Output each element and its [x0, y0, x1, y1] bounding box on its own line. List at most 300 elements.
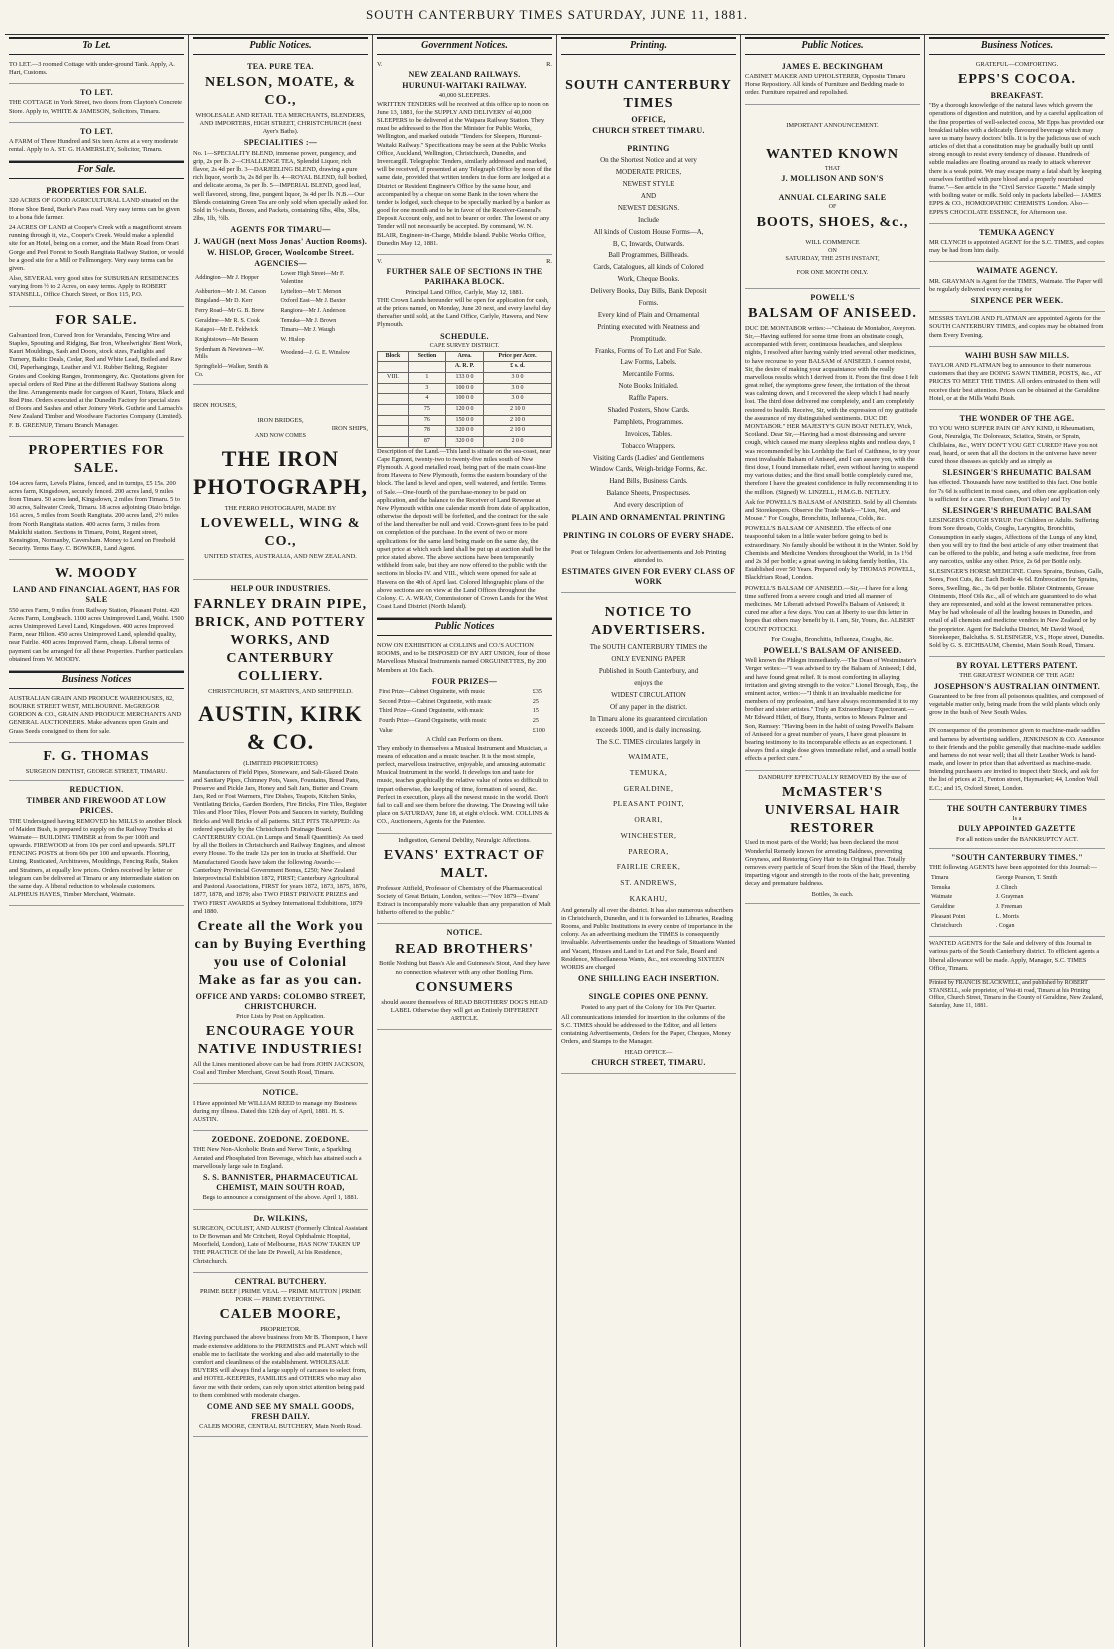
ad-title: NOTICE. — [446, 928, 483, 938]
ad-text: POWELL'S BALSAM OF ANISEED. The effects of one teaspoonful taken in a little water before going to bed is extraordinary. No family should be without it in the Winter. Sold by Chemists and Medicine Vendors throughout the World, in 1s 1½d and 2s 3d per bottle; a great saving in taking family bottles, 11s. Established over 50 Years. Prepared only by THOMAS POWELL, Blackfriars Road, London. — [745, 525, 919, 582]
agency-cell: Bingsland—Mr D. Kerr — [195, 298, 253, 305]
ad-text: DUC DE MONTABOR writes:—"Chateau de Montabor, Aveyron. Sir,—Having suffered for some time from an obstinate cough, accompanied with fever, continuous headaches, and sleepless nights, I resolved after having vainly tried several other medicines, to have recourse to your BALSAM of ANISEED. I cannot resist, Sir, the desire of making your acquaintance with the really marvellous results which I derived from it. From the first dose I felt great relief, the symptoms grew fewer, the irritation of the throat was calming down, and I recovered the sleep which I had nearly lost. The third dose delivered me completely, and I am completely restored to health. Receive, Sir, with the expression of my gratitude the assurance of my distinguished sentiments. DUC DE MONTABOR." HER MAJESTY'S GUN BOAT NETLEY, Wick, Scotland. Dear Sir,—Having had a most distressing and severe cough, which caused me many sleepless nights and restless days, I was recommended by his Lordship the Earl of Caithness, to try your most invaluable Balsam of Aniseed, and I can assure you, with the first dose, I found immediate relief, even without having to suspend my various duties; and the first small bottle completely cured me, therefore I have the greatest confidence in fully recommending it to the million. (Signed) W. LINZELL, H.M.G.B. NETLEY. — [745, 324, 920, 496]
printing-line: Pamphlets, Programmes. — [613, 417, 684, 426]
ad-text: SURGEON, OCULIST, AND AURIST (Formerly Clinical Assistant to Dr Bowman and Mr Critchett, Royal Ophthalmic Hospital, Moorfield, London), Late of Melbourne, HAS NOW TAKEN UP THE PRACTICE Of the late Dr Powell, At his Residence, Christchurch. — [193, 1224, 368, 1265]
ad-text: should assure themselves of READ BROTHERS' DOG'S HEAD LABEL Otherwise they will get an Entirely DIFFERENT ARTICLE. — [381, 998, 548, 1023]
ad-mcmaster — [745, 771, 920, 904]
printing-line: Note Books Initialed. — [618, 382, 679, 391]
ad-text: GRATEFUL—COMFORTING. — [975, 60, 1059, 68]
printing-line: Work, Cheque Books. — [617, 275, 680, 284]
table-cell: 100 0 0 — [446, 394, 484, 405]
column-2 — [189, 35, 373, 1647]
ad-text: COME AND SEE MY SMALL GOODS, FRESH DAILY. — [206, 1401, 355, 1422]
agency-cell: Oxford East—Mr J. Baxter — [280, 298, 346, 305]
printing-line: And every description of — [613, 501, 684, 510]
town-name: FAIRLIE CREEK, — [616, 862, 681, 872]
column-6 — [925, 35, 1109, 1647]
ad-headline: LOVEWELL, WING & CO., — [200, 516, 361, 549]
ad-title: POWELL'S BALSAM OF ANISEED. — [763, 645, 902, 655]
ad-text: IN consequence of the prominence given to machine-made saddles and harness by advertising saddlers, JENKINSON & CO. Announce to their friends and the public generally that machine-made saddles and harness do not wear well; that all their Leather Work is hand-made, and lower in price than that advertised as machine-made. Intending purchasers are invited to inspect their Stock, and ask for the list of prices at 21, Fenton street, Haymarket; 44, London Wall E.C.; and 15, Oxford Street, London. — [929, 727, 1105, 792]
ad-title: ZOEDONE. ZOEDONE. ZOEDONE. — [211, 1135, 350, 1145]
prize-row — [377, 688, 552, 698]
schedule-table — [377, 351, 552, 448]
agency-cell: Geraldine—Mr R. S. Cook — [195, 317, 260, 324]
crown-marks — [377, 61, 552, 69]
town-name: WINCHESTER, — [620, 830, 677, 840]
ad-text: Guaranteed to be free from all poisonous qualities, and composed of vegetable matter only, being made from the wild plants which only grow in the bush of New South Wales. — [929, 692, 1104, 717]
prizes-table — [377, 688, 552, 736]
ad-text: 24 ACRES OF LAND at Cooper's Creek with a magnificent stream running through it, viz., Cooper's Creek. Would make a splendid site for an Hotel, being on a corner, and the Main Road from Orari Gorge and Peel Forest to South Rangitata Railway Station, or would be a good site for a Mill or Fellmongery. Very easy terms can be given. — [9, 223, 184, 272]
printing-line: AND — [640, 191, 657, 200]
crown-marks — [377, 258, 552, 266]
ad-text: has effected. Thousands have now testified to this fact. One bottle for 7s 6d is sufficient in most cases, and often one application only is sufficient for a cure. Therefore, Don't Delay! and Try — [929, 479, 1100, 503]
table-row — [378, 372, 552, 383]
agency-cell: Ashburton—Mr J. M. Carson — [195, 288, 266, 295]
agency-cell: Rangiora—Mr J. Anderson — [280, 307, 346, 314]
printing-line: Promptitude. — [630, 334, 667, 343]
ad-subtitle: TIMBER AND FIREWOOD AT LOW PRICES. — [26, 796, 167, 816]
agency-row — [193, 307, 368, 317]
ad-headline: SLESINGER'S RHEUMATIC BALSAM — [942, 468, 1092, 478]
ad-text: S. S. BANNISTER, PHARMACEUTICAL CHEMIST, MAIN SOUTH ROAD, — [202, 1172, 359, 1193]
town-name: WAIMATE, — [628, 752, 669, 762]
printing-line: Forms. — [638, 299, 659, 307]
ad-text: DANDRUFF EFFECTUALLY REMOVED By the use of — [758, 773, 907, 781]
ad-text: 104 acres farm, Levels Plains, fenced, and in turnips, £5 15s. 200 acres farm, Kingsdown, securely fenced. 200 acres land, 9 miles from Timaru. 50 acres land, Kingsdown, 2 miles from Timaru. 5 to 30 acres, Saltwater Creek, Timaru. 18 acres adjoining Otaio bridge. 161 acres, 5 miles from South Rangitata. 200 acres land, 2½ miles from North Rangitata station. 400 acres farm, 3 miles from Makikihi station. Sections in Timaru, Point, Regent street, Kensington, Normanby, Caversham. Money to Lend on Freehold Security. Terms Easy. C. BOWKER, Land Agent. — [9, 479, 182, 553]
ad-subtitle: CHURCH STREET TIMARU. — [592, 125, 705, 135]
town-name: GERALDINE, — [623, 783, 674, 793]
ad-title: PROPERTIES FOR SALE. — [28, 442, 165, 476]
printing-line: B, C, Inwards, Outwards. — [612, 239, 685, 248]
ad-text: MR. GRAYMAN is Agent for the TIMES, Waimate. The Paper will be regularly delivered every evening for — [929, 277, 1103, 293]
ad-text: WRITTEN TENDERS will be received at this office up to noon on June 13, 1881, for the SUPPLY AND DELIVERY of 40,000 SLEEPERS to be delivered at the Waipara Railway Station. They must be addressed to the Hon the Minister for Public Works, Wellington, and marked outside "Tenders for Sleepers, Hurunui-Waitaki Railway." Specifications may be seen at the Public Works Office, Auckland, Wellington, Christchurch, Dunedin, and Invercargill. Telegraphic Tenders, similarly addressed and marked, will be received, if presented at any Telegraph Office by noon of the same date, provided that written tenders in due form are lodged at a District or Resident Engineer's Office by the same hour, and accompanied by a cheque on some Bank in the town where the tender is lodged, such cheque to be specially marked by a banker as good for one month and to be in favor of the Receiver-General's Deposit Account only, and not to bearer or order. The lowest or any Tender will not necessarily be accepted. By command, W. N. BLAIR, Engineer-in-Charge, Middle Island. Public Works Office, Dunedin May 12, 1881. — [377, 100, 552, 247]
table-row — [378, 426, 552, 437]
table-cell — [378, 394, 409, 405]
ad-title: JAMES E. BECKINGHAM — [781, 61, 884, 71]
ad-headline: SOUTH CANTERBURY TIMES — [565, 77, 732, 111]
ad-title: HELP OUR INDUSTRIES. — [230, 584, 331, 594]
agent-cell: Waimate — [931, 894, 953, 901]
ad-subtitle: BREAKFAST. — [990, 90, 1044, 100]
ad-text: "By a thorough knowledge of the natural laws which govern the operations of digestion and nutrition, and by a careful application of the fine properties of well-selected cocoa, Mr Epps has provided our breakfast tables with a delicately flavoured beverage which may save us many heavy doctors' bills. It is by the judicious use of such articles of diet that a constitution may be gradually built up until strong enough to resist every tendency of disease. Hundreds of subtle maladies are floating around us ready to attack wherever there is a weak point. We may escape many a fatal shaft by keeping ourselves fortified with pure blood and a properly nourished frame."—See article in the "Civil Service Gazette." Made simply with boiling water or milk. Sold only in packets labelled— JAMES EPPS & CO., HOMŒOPATHIC CHEMISTS London. Also—EPPS'S CHOCOLATE ESSENCE, for Afternoon use. — [929, 102, 1105, 216]
printing-line: NEWEST STYLE — [622, 180, 675, 189]
agent-cell: Timaru — [931, 875, 949, 882]
ad-section-title: SINGLE COPIES ONE PENNY. — [588, 992, 709, 1002]
table-units: £ s. d. — [484, 362, 552, 373]
ad-headline: WANTED KNOWN — [766, 146, 899, 162]
ad-text: 320 ACRES OF GOOD AGRICULTURAL LAND situated on the Horse Shoe Bend, Burke's Pass road. Very easy terms can be given to a bona fide farmer. — [9, 197, 180, 221]
ad-text: IMPORTANT ANNOUNCEMENT. — [786, 121, 879, 129]
ad-headline: Create all the Work you can by Buying Everthing you use of Colonial Make as far as you can. — [194, 918, 367, 988]
printing-line: Invoices, Tables. — [624, 429, 672, 438]
advertiser-line: The SOUTH CANTERBURY TIMES the — [589, 643, 708, 652]
printing-line: Raffle Papers. — [628, 394, 669, 403]
printing-line: Tobacco Wrappers. — [621, 441, 676, 450]
ad-subtitle: WHOLESALE AND RETAIL TEA MERCHANTS, BLENDERS, AND IMPORTERS, HIGH STREET, CHRISTCHURCH (next Ayer's Baths). — [195, 111, 366, 136]
section-header-government-notices: Government Notices. — [377, 37, 552, 55]
ad-subtitle: (LIMITED PROPRIETORS) — [243, 760, 318, 768]
ad-text: 550 acres Farm, 9 miles from Railway Station, Pleasant Point. 420 Acres Farm, Longbeach. 1100 acres Unimproved Land, Waihi. 1500 acres Unimproved Level Land, Kingsdown. 400 acres Improved Farm, near Hilton. 450 acres Unimproved Land, splendid quality, near Fairlie. 400 acres Improved Farm, cheap. Liberal terms of payment can be arranged for all these Properties. Further particulars obtained from W. MOODY. — [9, 606, 184, 663]
ad-text: OF — [828, 203, 837, 210]
printing-line: Include — [638, 215, 659, 224]
ad-text: A FARM of Three Hundred and Six teen Acres at a very moderate rental. Apply to A. ST. G. HAMERSLEY, Solicitor, Timaru. — [9, 138, 179, 154]
towns-list — [561, 749, 736, 907]
agency-cell: Sydenham & Newtown—W. Mills — [195, 346, 264, 361]
table-cell — [378, 383, 409, 394]
table-cell: 87 — [408, 436, 445, 447]
ad-beckingham — [745, 58, 920, 105]
town-name: TEMUKA, — [629, 767, 668, 777]
agent-cell: Pleasant Point — [931, 913, 966, 920]
table-header: Section — [408, 351, 445, 362]
town-name: ST. ANDREWS, — [620, 878, 677, 888]
agencies-table — [193, 270, 368, 380]
table-cell — [378, 436, 409, 447]
ad-text: SATURDAY, THE 25TH INSTANT, — [785, 255, 880, 263]
printing-line: Printing executed with Neatness and — [597, 322, 700, 331]
ad-farnley-works — [193, 580, 368, 1084]
agency-cell: Lower High Street—Mr F. Valentine — [280, 271, 345, 285]
ad-subtitle: HURUNUI-WAITAKI RAILWAY. — [402, 81, 527, 91]
table-header: Price per Acre. — [484, 351, 552, 362]
ad-gazette — [929, 800, 1105, 849]
ad-text: THE Crown Lands hereunder will be open for application for cash, at the prices named, on Monday, June 20 next, and every lawful day thereafter until sold, at the Land Office, Carlyle, Hawera, and New Plymouth. — [377, 296, 552, 329]
ad-josephson — [929, 657, 1105, 724]
ad-text: W. HISLOP, Grocer, Woolcombe Street. — [206, 247, 355, 257]
table-cell: 3 — [408, 383, 445, 394]
prize-row — [377, 698, 552, 708]
agent-cell: J. Grayman — [995, 894, 1024, 901]
ad-subtitle: SURGEON DENTIST, GEORGE STREET, TIMARU. — [25, 767, 168, 775]
ad-subtitle: PROPRIETOR. — [260, 1326, 301, 1334]
agency-cell: Knightstown—Mr Besson — [195, 336, 259, 343]
column-5 — [741, 35, 925, 1647]
ad-nelson-moate-tea — [193, 58, 368, 386]
ad-notice-advertisers — [561, 593, 736, 1074]
ad-slesinger — [929, 410, 1105, 657]
section-header-public-notices: Public Notices. — [193, 37, 368, 55]
ad-subtitle: LAND AND FINANCIAL AGENT, HAS FOR SALE — [12, 585, 181, 605]
ad-text: WANTED AGENTS for the Sale and delivery of this Journal in various parts of the South Canterbury district. To efficient agents a liberal allowance will be made. Apply, Manager, S.C. TIMES Office, Timaru. — [929, 940, 1100, 972]
crown-mark-v: V. — [377, 60, 383, 68]
ad-text: TO LET.—3 roomed Cottage with under-ground Tank. Apply, A. Hart, Customs. — [9, 60, 175, 76]
printing-line: Franks, Forms of To Let and For Sale. — [595, 346, 702, 355]
imprint: Printed by FRANCIS BLACKWELL, and published by ROBERT STANSELL, sole proprietor, of Wai-iti road, Timaru at his Printing Office, Church Street, Timaru in the County of Geraldine, New Zealand, Saturday, June 11, 1881. — [929, 979, 1104, 1009]
prize-cell: 15 — [532, 708, 539, 715]
ad-text: Manufacturers of Field Pipes, Stoneware, and Salt-Glazed Drain and Sanitary Pipes, Chimney Pots, Vases, Fountains, Bread Pans, Preserve and Pickle Jars, Honey and Salt Jars, Butter and Cream Jars, Red or Fost Warmers, Fire Dishes, Teapots, Kitchen Sinks, Ventilating Bricks, Garden Borders, Fire Bricks, Fire Tiles, Register Tiles and Floor Tiles, Flower Pots and Saucers in variety, Building Bricks and Well Bricks of all patterns. SILT PITS TRAPPED: As ordered specially by the Christchurch Drainage Board. CANTERBURY COAL (in Lumps and Small Quantities): As used by all the Boilers in Christchurch and Railway Engines, and almost every House. To the trade 12s per ton in trucks at Sheffield. Our Manufactured Goods have taken the following Awards:—Canterbury Provincial Government Bonus, £250; New Zealand Interprovincial Exhibition 1872, FIRST; Canterbury Agricultural and Pastoral Associations, FIRST for years 1872, 1873, 1875, 1876, 1877, 1878, and 1879; also TWO FIRST PRIVATE PRIZES and TWO FIRST AWARDS at Sydney International Exhibitions, 1879 and 1880. — [193, 768, 367, 915]
ad-text: They embody in themselves a Musical Instrument and Musician, a means of education and a music teacher. It is the most simple, perfect, marvellous instructive, enjoyable, and amusing automatic Musical Instrument in the world. It develops ton and taste for music, teaches graphically the relative value of notes so difficult to impart otherwise, the keeping of time, formation of sound, &c. Perfect in execution, plays all the newest music in the world. Don't fail to call and see them before the drawing. The Drawing will take place on SATURDAY, June 18, at eight o'clock. WM. COLLINS & CO., Auctioneers, Agents for the Patentee. — [377, 744, 550, 826]
ad-waihi-saw-mills — [929, 347, 1105, 410]
ad-title: NOTICE. — [262, 1088, 299, 1098]
agent-row — [929, 893, 1105, 903]
ad-text: SLESINGER'S HORSE MEDICINE. Cures Sprains, Bruises, Galls, Sores, Foot Cuts, &c. Each Bottle 4s 6d. Embrocation for Sprains, Sores, Swelling, &c., 3s 6d per bottle. Blister Ointments, Grease Ointments, Hoof Oils &c., all of which are guaranteed to do what they are represented, and sold at the lowest remunerative prices. May be had wholesale of all the leading houses in Dunedin, and retail of all chemists and medicine vendors in New Zealand or by the proprietor. Agent for Balclutha District, Mr David Wood, Storekeeper, Balclutha. S. SLESINGER, V.S., Hope street, Dunedin. Sold by G. S. EICHBAUM, Chemist, Main South Road, Timaru. — [929, 568, 1105, 649]
ad-text: NOW ON EXHIBITION at COLLINS and CO.'S AUCTION ROOMS, and to be DISPOSED OF BY ART UNION, four of those Marvellous Musical Instruments named ORGUINETTES, By 200 Members at 10s Each. — [377, 642, 551, 674]
prize-cell: Fourth Prize—Grand Orguinette, with music — [379, 718, 487, 725]
ad-headline: READ BROTHERS' — [395, 941, 534, 957]
ad-subtitle: OFFICE, — [631, 114, 666, 124]
agency-cell: Springfield—Walker, Smith & Co. — [195, 363, 269, 378]
ad-text: Principal Land Office, Carlyle, May 12, 1881. — [405, 288, 524, 296]
ad-text: Posted to any part of the Colony for 10s Per Quarter. — [581, 1003, 716, 1011]
table-row — [378, 436, 552, 447]
ad-temuka-agency — [929, 224, 1105, 263]
ad-headline: EPPS'S COCOA. — [957, 71, 1076, 87]
section-header-printing: Printing. — [561, 37, 736, 55]
columns — [5, 34, 1109, 1647]
agent-row — [929, 913, 1105, 923]
ad-section-title: AGENCIES— — [254, 259, 307, 269]
town-name: PAREORA, — [628, 846, 669, 856]
ad-text: TAYLOR AND FLATMAN beg to announce to their numerous customers that they are DOING SAWN TIMBER, POSTS, &c., AT PRICES TO MEET THE TIMES. All orders entrusted to them will receive their best attention. Prices can be obtained at the Geraldine Hotel, or at the Mills Waihi Bush. — [929, 362, 1102, 402]
agent-row — [929, 884, 1105, 894]
ad-text: THE COTTAGE in York Street, two doors from Clayton's Concrete Store. Apply to, WHITE & JAMESON, Solicitors, Timaru. — [9, 99, 182, 115]
printing-line: Delivery Books, Day Bills, Bank Deposit — [590, 287, 707, 296]
ad-text: All communications intended for insertion in the columns of the S.C. TIMES should be addressed to the Editor, and all letters containing Advertisements, Orders for the Paper, Cheques, Money Orders, and Stamps to the Manager. — [561, 1013, 731, 1046]
ad-text: Is a — [1012, 815, 1022, 823]
printing-line: On the Shortest Notice and at very — [600, 156, 697, 165]
agency-cell: Lyttelton—Mr T. Merson — [280, 288, 342, 295]
ad-wilkins — [193, 1210, 368, 1273]
advertisers-list — [561, 642, 736, 749]
ad-text: THAT — [824, 165, 841, 172]
ad-text: PRIME BEEF | PRIME VEAL — PRIME MUTTON | PRIME PORK — PRIME EVERYTHING. — [200, 1288, 361, 1304]
town-name: PLEASANT POINT, — [613, 799, 684, 809]
ad-title: TEA. PURE TEA. — [247, 61, 314, 71]
printing-line: Law Forms, Labels. — [620, 358, 677, 367]
ad-section-title: SPECIALITIES :— — [243, 138, 318, 148]
agency-row — [193, 326, 368, 336]
ad-text: For Coughs, Bronchitis, Influenza, Coughs, &c. — [771, 635, 894, 643]
ad-section-title: ONE SHILLING EACH INSERTION. — [577, 974, 720, 984]
table-cell: 1 — [408, 372, 445, 383]
ad-text: ANNUAL CLEARING SALE — [778, 192, 887, 202]
ad-text: IRON HOUSES, — [193, 402, 237, 410]
ad-headline: BALSAM OF ANISEED. — [748, 305, 917, 321]
ad-text: THE following AGENTS have been appointed for this Journal:— — [929, 863, 1097, 871]
ad-printing-office — [561, 58, 736, 594]
ad-headline: ENCOURAGE YOUR NATIVE INDUSTRIES! — [197, 1024, 364, 1058]
column-4 — [557, 35, 741, 1647]
ad-text: Post or Telegram Orders for advertisements and Job Printing attended to. — [571, 548, 726, 564]
section-header-public-notices: Public Notices — [377, 618, 552, 636]
table-cell: 4 — [408, 394, 445, 405]
ad-text: SIXPENCE PER WEEK. — [970, 295, 1064, 305]
ad-section-title: PRINTING IN COLORS OF EVERY SHADE. — [563, 531, 734, 541]
agency-row — [193, 346, 368, 363]
table-cell — [378, 426, 409, 437]
table-cell: VIII. — [378, 372, 409, 383]
ad-evans-malt — [377, 834, 552, 925]
ad-text: HEAD OFFICE— — [624, 1048, 673, 1056]
ad-text: Begs to announce a consignment of the above. April 1, 1881. — [202, 1194, 359, 1202]
ad-text: OFFICE AND YARDS: COLOMBO STREET, CHRISTCHURCH. — [195, 991, 366, 1011]
ad-headline: AUSTIN, KIRK & CO. — [198, 701, 363, 755]
table-header: Area. — [446, 351, 484, 362]
ad-section-title: PLAIN AND ORNAMENTAL PRINTING — [571, 513, 726, 523]
ad-text: J. WAUGH (next Moss Jonas' Auction Rooms). — [193, 236, 368, 246]
prize-cell: Value — [379, 727, 393, 734]
table-row — [378, 415, 552, 426]
table-row — [378, 383, 552, 394]
ad-title: WAIHI BUSH SAW MILLS. — [964, 350, 1070, 360]
ad-text: AND NOW COMES — [255, 432, 306, 439]
ad-text: I Have appointed Mr WILLIAM REED to manage my Business during my illness. Dated this 12th day of April, 1881. H. S. AUSTIN. — [193, 1099, 357, 1123]
ad-central-butchery — [193, 1273, 368, 1437]
ad-title: Dr. WILKINS, — [253, 1213, 308, 1223]
advertiser-line: enjoys the — [634, 678, 663, 687]
ad-taylor-agents — [929, 312, 1105, 347]
ad-title: THE SOUTH CANTERBURY TIMES — [946, 803, 1088, 813]
ad-text: LESINGER'S COUGH SYRUP. For Children or Adults. Suffering from Sore throats, Colds, Coughs, Laryngitis, Bronchitis, Consumption in early stages, Affections of the Lungs of any kind, then you will try to find the best article of any other treatment that can be offered to the public, and being a safe medicine, free from any narcotics, unlike any other. Price, 2s 6d per Bottle only. — [929, 517, 1099, 566]
masthead: SOUTH CANTERBURY TIMES SATURDAY, JUNE 11, 1881. — [365, 7, 749, 22]
printing-line: Ball Programmes, Billheads. — [608, 251, 689, 260]
ad-title: FURTHER SALE OF SECTIONS IN THE PARIHAKA BLOCK. — [386, 267, 543, 287]
ad-waimate-agency — [929, 262, 1105, 312]
section-header-business-notices: Business Notices. — [929, 37, 1105, 55]
ad-text: FOR ONE MONTH ONLY. — [796, 269, 869, 277]
advertiser-line: In Timaru alone its guaranteed circulation — [589, 714, 708, 723]
advertiser-line: ONLY EVENING PAPER — [611, 655, 686, 664]
ad-text: All the Lines mentioned above can be had from JOHN JACKSON, Coal and Timber Merchant, Great South Road, Timaru. — [193, 1060, 365, 1077]
ad-headline: NOTICE TO ADVERTISERS. — [591, 605, 706, 639]
ad-headline: SLESINGER'S RHEUMATIC BALSAM — [942, 505, 1092, 515]
advertiser-line: Of any paper in the district. — [610, 702, 687, 711]
advertiser-line: WIDEST CIRCULATION — [611, 690, 686, 699]
ad-subtitle: THE GREATEST WONDER OF THE AGE! — [959, 672, 1075, 680]
prize-cell: £35 — [532, 689, 542, 696]
agency-row — [193, 270, 368, 287]
prize-row — [377, 727, 552, 737]
ad-title: PROPERTIES FOR SALE. — [46, 186, 147, 196]
column-3 — [373, 35, 557, 1647]
table-header: Block — [378, 351, 409, 362]
ad-headline: FARNLEY DRAIN PIPE, BRICK, AND POTTERY WORKS, AND CANTERBURY COLLIERY. — [193, 597, 368, 684]
agency-row — [193, 363, 368, 380]
ad-to-let-cottage — [9, 58, 184, 84]
ad-text: Description of the Land.—This land is situate on the sea-coast, near Cape Egmont, twenty-two to twenty-five miles south of New Plymouth. A good metalled road, being part of the main coast-line from Hawera to New Plymouth, forms the eastern boundary of the block. The land is level and open, well watered, and fertile. Terms of Sale.—One-fourth of the purchase-money to be paid on application, and the balance to the Receiver of Land Revenue at New Plymouth within one calendar month from date of application, otherwise the deposit will be forfeited, and the contract for the sale of the land thereafter be null and void. Crown-grant fees to be paid on completion of the purchase. In the event of two or more applications for the same land being made on the same day, the upset price at which such land shall be put up at auction shall be the price stated above. The above sections have been temporarily withheld from sale, but they are now offered to the public with the sections in blocks IV. and VIII., which were opened for sale at Hawera on the 4th of April last. Colored lithographic plans of the above sections are on view at the Land Offices throughout the Colony. C. A. WRAY, Commissioner of Crown Lands for the West Coast Land District (North Island). — [377, 447, 551, 611]
agency-cell: W. Hislop — [280, 336, 305, 343]
ad-read-brothers — [377, 924, 552, 1030]
agent-cell: Geraldine — [931, 904, 955, 911]
ad-text: J. MOLLISON AND SON'S — [781, 174, 884, 184]
ad-title: WAIMATE AGENCY. — [976, 266, 1058, 276]
agency-row — [193, 288, 368, 298]
ad-title: "SOUTH CANTERBURY TIMES." — [951, 852, 1083, 862]
agency-row — [193, 336, 368, 346]
printing-line: Balance Sheets, Prospectuses. — [606, 489, 691, 498]
ad-headline: NELSON, MOATE, & CO., — [204, 75, 357, 108]
section-header-to-let: To Let. — [9, 37, 184, 55]
table-cell: 3 0 0 — [484, 372, 552, 383]
agent-cell: L. Morris — [995, 913, 1019, 920]
ad-title: FOR SALE. — [55, 312, 138, 328]
agency-cell: Kaiapoi—Mr E. Feldwick — [195, 327, 258, 334]
table-cell: 75 — [408, 404, 445, 415]
ad-epps-cocoa — [929, 58, 1105, 224]
ad-parihaka-sale — [377, 255, 552, 618]
table-cell: 78 — [408, 426, 445, 437]
ad-text: POWELL'S BALSAM OF ANISEED.—Sir,—I have for a long time suffered from a severe cough and tried all manner of medicines. Mr Liberati advised Powell's Balsam of Aniseed; it cured me after a few days. You can at liberty to use this letter in hopes that others may benefit by it. I am, Sir, Yours, &c. ALBERT COUNT POTOCKI. — [745, 584, 915, 633]
prize-cell: First Prize—Cabinet Orguinette, with music — [379, 689, 486, 696]
prize-cell: Second Prize—Cabinet Orguinette, with music — [379, 698, 492, 705]
ad-text: Well known the Phlegm immediately.—The Dean of Westminster's Verger writes:—"I was advised to try the Balsam of Aniseed; I did, and have found great relief. It is most comforting in allaying irritation and giving strength to the voice." Lionel Brough, Esq., the eminent actor, writes:—"I think it an invaluable medicine for members of my profession, and have always recommended it to my brother and sister artistes." Truly an Extraordinary Expectorant.—Mr Edward Hilett, of Bury, Hunts, writes to Messrs Palmer and Son, Ramsey: "Having been in the habit of using Powell's Balsam of Aniseed for a great number of years, I have great pleasure in bearing testimony to its incomparable effects as an expectorant. I always find a single dose gives immediate relief, and a small bottle effects a perfect cure." — [745, 657, 919, 763]
ad-title: REDUCTION. — [69, 784, 124, 794]
ad-text: TO YOU WHO SUFFER PAIN OF ANY KIND, it Rheumatism, Gout, Neuralgia, Tic Doloreaux, Sciatica, Strain, or Sprain, Chilblains, &c., WHY DON'T YOU GET CURED? Have you not read, heard, or seen that all the doctors in the universe have never cured those diseases as quickly and as simply as — [929, 425, 1098, 465]
agency-cell: Temuka—Mr J. Brown — [280, 317, 337, 324]
ad-powell-balsam — [745, 289, 920, 771]
ad-text: CHURCH STREET, TIMARU. — [591, 1057, 706, 1067]
prize-cell: £100 — [532, 727, 545, 734]
ad-mollison-sale — [745, 105, 920, 289]
agent-row — [929, 874, 1105, 884]
agency-cell: Timaru—Mr J. Waugh — [280, 327, 335, 334]
printing-line: Every kind of Plain and Ornamental — [597, 310, 700, 319]
printing-line: Mercantile Forms. — [622, 370, 675, 379]
printing-line: Window Cards, Weigh-bridge Forms, &c. — [589, 465, 708, 474]
ad-text: IRON SHIPS, — [331, 424, 368, 432]
ad-agents-list — [929, 849, 1105, 937]
ad-title: TEMUKA AGENCY — [979, 227, 1055, 237]
table-cell: 76 — [408, 415, 445, 426]
ad-section-title: PRINTING — [627, 144, 670, 154]
town-name: KAKAHU, — [629, 893, 668, 903]
printing-line: All kinds of Custom House Forms—A, — [593, 227, 704, 236]
prize-cell: Third Prize—Grand Orguinette, with music — [379, 708, 484, 715]
agency-cell: Ferry Road—Mr G. B. Brew — [195, 307, 265, 314]
ad-text: Galvanized Iron, Curved Iron for Verandahs, Fencing Wire and Staples, Spouting and Ridging, Bar Iron, Wheelwrights' Bent Work, Kauri Mouldings, Sash and Doors, stock sizes, Fanlights and Turnery, Baltic Deals, Cedar, Red and White Lead, Boiled and Raw Oil, Paperhangings, Leather and V.I. Rubber Belting, Register Grates and Cooking Ranges, Ironmongery, &c. Quotations given for special orders of Red Pine at the different Railway Stations along the line. Arrangements made for cargoes of Kauri, Totara, Black and Red Pine. Orders executed at the Dunedin Factory for special sizes of Doors and Sashes and other Joinery Work. Guthrie and Larnach's New Zealand Timber and Woodware Factories Company (Limited). F. B. GREENUP, Timaru Branch Manager. — [9, 331, 184, 429]
printing-line: Cards, Catalogues, all kinds of Colored — [593, 263, 704, 272]
ad-headline: JOSEPHSON'S AUSTRALIAN OINTMENT. — [933, 681, 1101, 691]
ad-text: Bottles, 3s each. — [811, 890, 854, 898]
ad-headline: THE IRON PHOTOGRAPH, — [193, 445, 368, 499]
ad-headline: CONSUMERS — [415, 979, 514, 995]
ad-title: TO LET. — [80, 88, 113, 98]
schedule-title: SCHEDULE. — [440, 331, 489, 341]
ad-for-sale-greenup — [9, 307, 184, 437]
ad-title: W. MOODY — [55, 566, 138, 582]
ad-notice-austin — [193, 1084, 368, 1131]
ad-zoedone — [193, 1131, 368, 1209]
ad-text: Having purchased the above business from Mr B. Thompson, I have made extensive additions to the PREMISES and PLANT which will enable me to facilitate the working and also add materially to the comfort and cleanliness of the establishment. WHOLESALE BUYERS will always find a large supply of carcases to select from, and HOTEL-KEEPERS, FAMILIES and OTHERS who may also favor me with their orders, can rely upon strict attention being paid to them combined with moderate charges. — [193, 1334, 368, 1399]
ad-text: CALEB MOORE, CENTRAL BUTCHERY, Main North Road. — [199, 1423, 362, 1431]
ad-section-title: ESTIMATES GIVEN FOR EVERY CLASS OF WORK — [561, 566, 736, 587]
ad-title: BY ROYAL LETTERS PATENT. — [956, 661, 1078, 671]
table-cell — [378, 404, 409, 415]
prize-row — [377, 707, 552, 717]
ad-text: Professor Attfield, Professor of Chemistry of the Pharmaceutical Society of Great Britain, London, writes:—"Nov 1879—Evans' Extract is incomparably more valuable than any preparation of Malt hitherto offered to the public." — [377, 884, 551, 917]
printing-line: Shaded Posters, Show Cards. — [607, 406, 690, 415]
ad-text: And generally all over the district. It has also numerous subscribers in Christchurch, Dunedin, and it is forwarded to Libraries, Reading Rooms, and Public Institutions in every centre of importance in the colony. As an advertising medium the TIMES is consequently invaluable. Advertisements under the headings of Situations Wanted and Vacant, Houses and Land to Let and For Sale, Board and Residence, Miscellaneous Wants, &c., not exceeding SIXTEEN WORDS are charged — [561, 906, 736, 971]
ad-text: Also, SEVERAL very good sites for SUBURBAN RESIDENCES varying from ½ to 2 Acres, on easy terms. Apply to ROBERT STANSELL, Office Church Street, or Box 115, P.O. — [9, 275, 179, 299]
ad-thomas-dentist — [9, 743, 184, 781]
ad-subtitle: CHRISTCHURCH, ST MARTIN'S, AND SHEFFIELD. — [208, 687, 353, 695]
town-name: ORARI, — [634, 815, 663, 825]
ad-text: AUSTRALIAN GRAIN AND PRODUCE WAREHOUSES, 82, BOURKE STREET WEST, MELBOURNE. McGREGOR GORDON & CO., GRAIN AND PRODUCE MERCHANTS AND GENERAL AUCTIONEERS. Make advances upon Grain and Grass Seeds consigned to them for sale. — [9, 694, 182, 735]
ad-properties-bowker — [9, 437, 184, 561]
printing-line: NEWEST DESIGNS. — [617, 203, 680, 212]
section-header-for-sale: For Sale. — [9, 161, 184, 179]
table-cell: 120 0 0 — [446, 404, 484, 415]
agent-cell: J. Freeman — [995, 904, 1023, 911]
printing-list — [561, 155, 736, 512]
column-1 — [5, 35, 189, 1647]
prize-cell: 25 — [532, 718, 539, 725]
agent-cell: George Pearson, T. Smith — [995, 875, 1058, 882]
table-cell: 3 0 0 — [484, 394, 552, 405]
ad-title: POWELL'S — [810, 292, 855, 302]
advertiser-line: Published in South Canterbury, and — [598, 666, 699, 675]
agents-table — [929, 874, 1105, 932]
